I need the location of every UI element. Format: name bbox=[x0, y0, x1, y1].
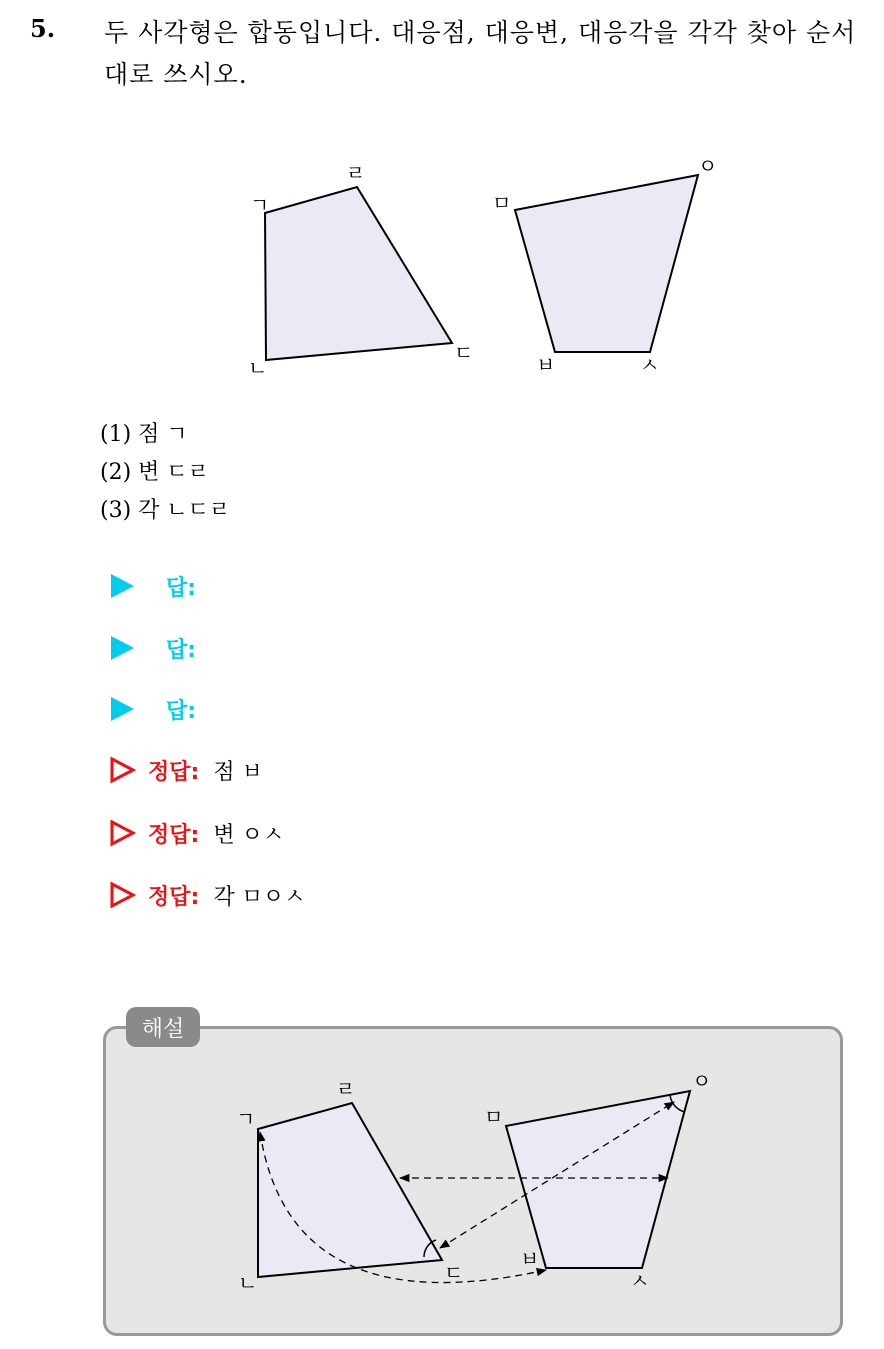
play-icon bbox=[108, 572, 136, 600]
answer-row-2 bbox=[108, 628, 196, 668]
correct-label: 정답: bbox=[148, 822, 200, 848]
quad-right bbox=[506, 1091, 690, 1268]
answer-row-3 bbox=[108, 689, 196, 729]
label-g: ㄱ bbox=[250, 193, 270, 217]
label-d: ㄷ bbox=[444, 1261, 464, 1285]
quad-right bbox=[515, 175, 698, 352]
subquestion-list bbox=[100, 416, 230, 530]
label-d: ㄷ bbox=[454, 341, 474, 365]
question-text: 두 사각형은 합동입니다. 대응점, 대응변, 대응각을 각각 찾아 순서대로 쓰시오. bbox=[104, 18, 857, 89]
answer-label: 답: bbox=[166, 575, 197, 601]
explanation-figure bbox=[230, 1066, 730, 1316]
correct-answer-row-3 bbox=[108, 875, 305, 915]
label-n: ㄴ bbox=[248, 356, 268, 380]
label-b: ㅂ bbox=[520, 1247, 540, 1271]
label-s: ㅅ bbox=[640, 353, 660, 377]
play-outline-icon bbox=[108, 881, 136, 909]
label-n: ㄴ bbox=[238, 1271, 258, 1295]
subquestion-3: (3) 각 ㄴㄷㄹ bbox=[100, 498, 231, 523]
subquestion-2: (2) 변 ㄷㄹ bbox=[100, 460, 209, 485]
correct-label: 정답: bbox=[148, 759, 200, 785]
label-m: ㅁ bbox=[484, 1105, 504, 1129]
play-outline-icon bbox=[108, 756, 136, 784]
label-g: ㄱ bbox=[236, 1107, 256, 1131]
subquestion-1: (1) 점 ㄱ bbox=[100, 422, 188, 447]
correct-answer-3: 각 ㅁㅇㅅ bbox=[213, 884, 306, 910]
label-r: ㄹ bbox=[336, 1077, 356, 1101]
label-b: ㅂ bbox=[536, 353, 556, 377]
answer-row-1 bbox=[108, 566, 196, 606]
quad-left bbox=[258, 1103, 442, 1277]
correct-label: 정답: bbox=[148, 884, 200, 910]
label-o: ㅇ bbox=[698, 154, 718, 178]
correct-answer-row-1 bbox=[108, 750, 263, 790]
explanation-tab: 해설 bbox=[126, 1007, 200, 1047]
congruent-quadrilaterals-figure bbox=[230, 150, 718, 390]
answer-label: 답: bbox=[166, 637, 197, 663]
label-s: ㅅ bbox=[630, 1269, 650, 1293]
correct-answer-2: 변 ㅇㅅ bbox=[213, 822, 285, 848]
correct-answer-row-2 bbox=[108, 813, 284, 853]
quad-left bbox=[265, 187, 452, 360]
label-r: ㄹ bbox=[346, 161, 366, 185]
label-m: ㅁ bbox=[492, 191, 512, 215]
play-icon bbox=[108, 634, 136, 662]
correct-answer-1: 점 ㅂ bbox=[213, 759, 263, 785]
play-outline-icon bbox=[108, 819, 136, 847]
play-icon bbox=[108, 695, 136, 723]
label-o: ㅇ bbox=[692, 1069, 712, 1093]
question-number: 5. bbox=[30, 14, 56, 43]
answer-label: 답: bbox=[166, 698, 197, 724]
